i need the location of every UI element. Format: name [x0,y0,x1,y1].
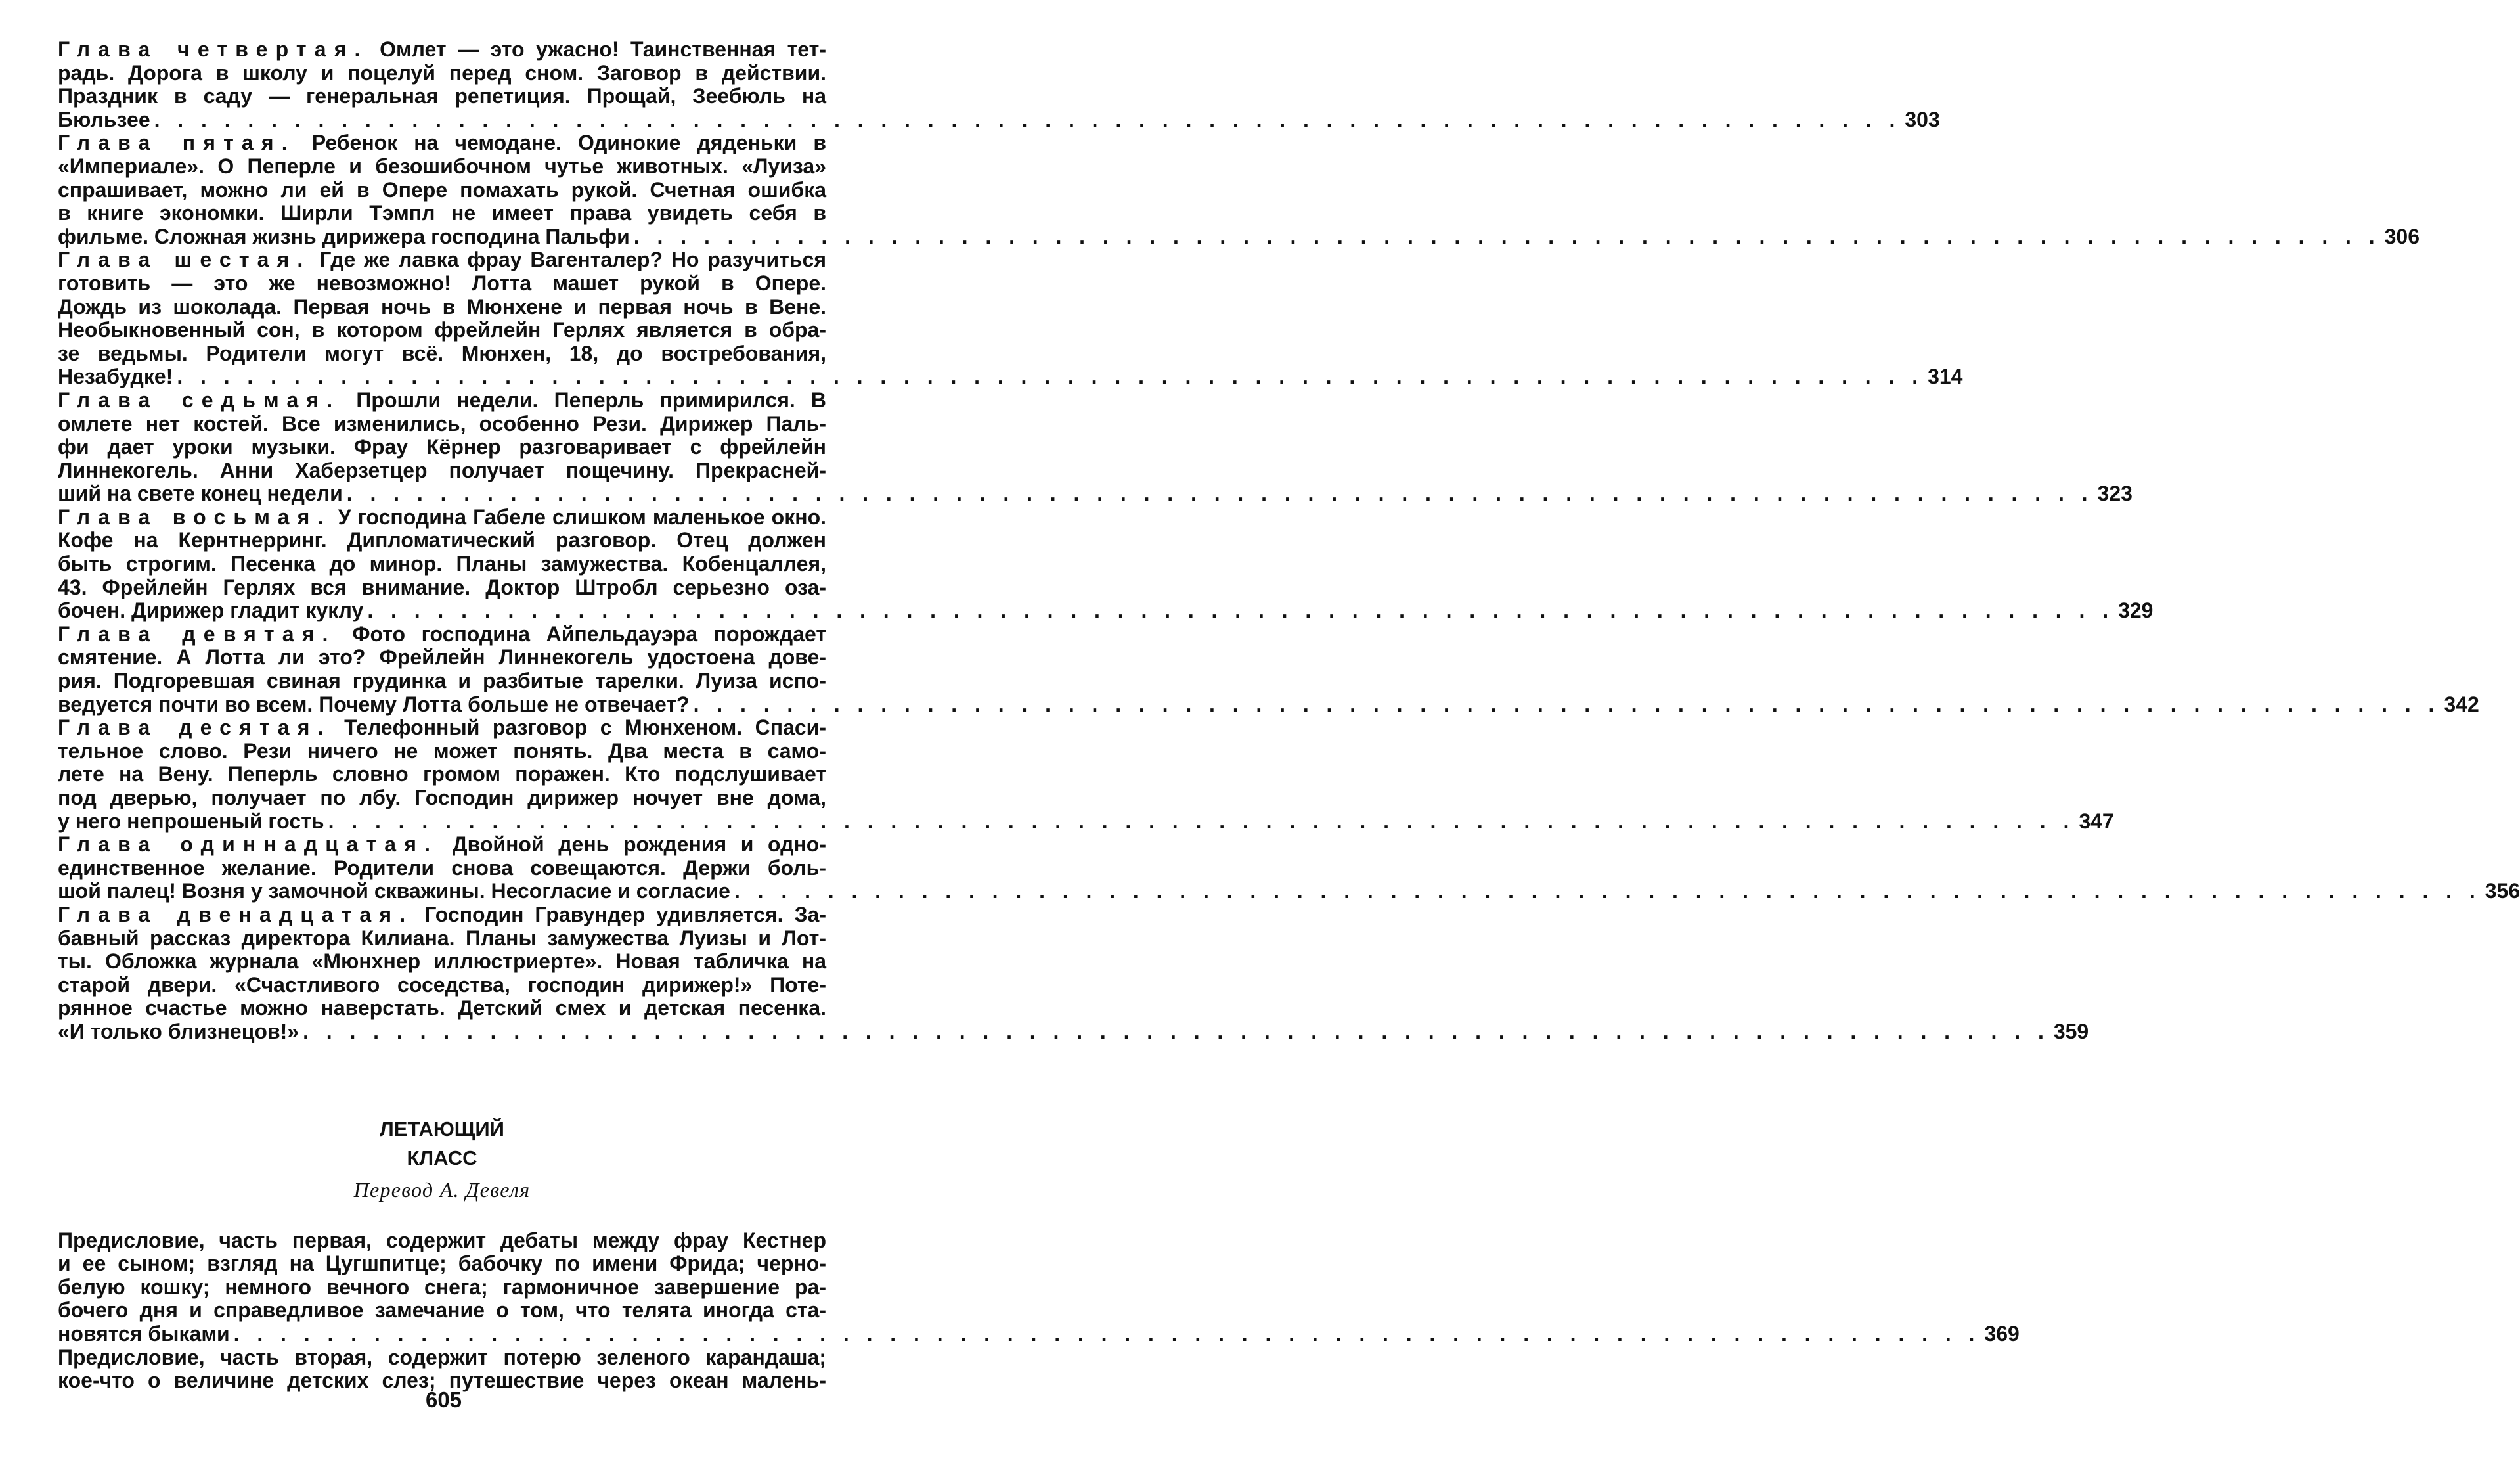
toc-entry-text: Ребенок на чемодане. Одинокие дяденьки в [311,131,827,155]
toc-page-number: 359 [2053,1019,2089,1043]
toc-entry-text: у него непрошеный гость [58,809,324,833]
toc-entry-line [58,131,826,155]
toc-page-number: 314 [1928,365,1963,389]
toc-entry-line [58,763,826,786]
toc-entry-line [58,342,826,366]
toc-entry-line [58,202,826,225]
toc-entry-text: под дверью, получает по лбу. Господин дирижер ночует вне дома, [58,786,826,809]
dot-leader: . . . . . . . . . . . . . . . . . . . . . . . . . . . . . . . . . . . . . . . . . . . . . . . . . . . . . . . . . . . . . . . . . . . . . . . . . . . [633,224,2381,248]
page [58,37,2520,1393]
toc-page-number: 369 [1984,1321,2020,1345]
toc-entry-line [58,903,826,927]
toc-entry-text: бочего дня и справедливое замечание о том, что телята иногда ста- [58,1298,826,1322]
toc-entry-text: зе ведьмы. Родители могут всё. Мюнхен, 18, до востребования, [58,341,826,365]
toc-entry-line [58,997,826,1020]
dot-leader: . . . . . . . . . . . . . . . . . . . . . . . . . . . . . . . . . . . . . . . . . . . . . . . . . . . . . . . . . . . . . . . . . . . . . . . . . . . [734,879,2481,903]
chapter-label: Глава десятая. [58,715,332,740]
toc-entry-text: лете на Вену. Пеперль словно громом поражен. Кто подслушивает [58,762,826,786]
toc-entry [58,1228,2020,1346]
toc-entry [58,715,2114,833]
toc-entry [58,131,2420,248]
toc-entry-text: Двойной день рождения и одно- [452,832,827,857]
toc-entry-text: У господина Габеле слишком маленькое окно. [338,505,827,529]
toc-entry-text: Дождь из шоколада. Первая ночь в Мюнхене и первая ночь в Вене. [58,294,826,319]
toc-entry-line [58,833,826,857]
toc-entry-line [58,459,826,483]
toc-entry-line [58,296,826,319]
toc-entry-last-line [58,482,2133,506]
toc-entry-line [58,1229,826,1253]
section-title-line-1: ЛЕТАЮЩИЙ [380,1117,504,1141]
toc-entry-line [58,740,826,763]
toc-entry-last-line [58,599,2154,623]
toc-entry-text: Господин Гравундер удивляется. За- [424,902,827,926]
toc-entry-line [58,436,826,459]
toc-entry-text: тельное слово. Рези ничего не может понять. Два места в само- [58,738,826,763]
toc-entry-line [58,389,826,413]
toc-page-number: 306 [2384,224,2420,248]
toc-entry-text: шой палец! Возня у замочной скважины. Несогласие и согласие [58,879,730,903]
toc-entry-text: белую кошку; немного вечного снега; гармоничное завершение ра- [58,1275,826,1299]
toc-page-number: 347 [2079,809,2114,833]
toc-entry-line [58,716,826,740]
toc-entry-last-line [58,692,2479,717]
toc-entry-line [58,1299,826,1322]
chapter-label: Глава четвертая. [58,37,368,61]
toc-entry-text: готовить — это же невозможно! Лотта машет рукой в Опере. [58,271,826,295]
toc-entry-line [58,1346,826,1370]
chapter-label: Глава одиннадцатая. [58,832,439,857]
toc-entry-text: Предисловие, часть вторая, содержит потерю зеленого карандаша; [58,1345,826,1369]
chapter-label: Глава седьмая. [58,388,341,412]
toc-entry-text: бавный рассказ директора Килиана. Планы замужества Луизы и Лот- [58,926,826,950]
toc-entry-line [58,950,826,974]
dot-leader: . . . . . . . . . . . . . . . . . . . . . . . . . . . . . . . . . . . . . . . . . . . . . . . . . . . . . . . . . . . . . . . . . . . . . . . . . . . [346,482,2094,506]
chapter-label: Глава восьмая. [58,505,332,529]
toc-entry-line [58,669,826,693]
page-number: 605 [425,1388,462,1412]
toc-entry-text: Необыкновенный сон, в котором фрейлейн Герлях является в обра- [58,318,826,342]
toc-entry-text: Кофе на Кернтнерринг. Дипломатический разговор. Отец должен [58,528,826,553]
toc-entry-text: кое-что о величине детских слез; путешествие через океан малень- [58,1368,826,1393]
toc-entry-text: Праздник в саду — генеральная репетиция. Прощай, Зеебюль на [58,84,826,108]
toc-entry-text: спрашивает, можно ли ей в Опере помахать рукой. Счетная ошибка [58,177,826,202]
toc-entry-line [58,857,826,880]
toc-entry-text: фи дает уроки музыки. Фрау Кёрнер разговаривает с фрейлейн [58,435,826,459]
toc-entry-text: радь. Дорога в школу и поцелуй перед сном. Заговор в действии. [58,60,826,85]
toc-entry-text: бочен. Дирижер гладит куклу [58,599,364,623]
dot-leader: . . . . . . . . . . . . . . . . . . . . . . . . . . . . . . . . . . . . . . . . . . . . . . . . . . . . . . . . . . . . . . . . . . . . . . . . . . . [154,107,1901,131]
chapter-label: Глава пятая. [58,131,296,155]
toc-entry-line [58,248,826,272]
toc-page-number: 342 [2444,692,2479,716]
toc-entry-line [58,974,826,997]
toc-entry-line [58,272,826,296]
toc-entry-text: Где же лавка фрау Вагенталер? Но разучиться [319,248,826,272]
toc-entry-text: в книге экономки. Ширли Тэмпл не имеет права увидеть себя в [58,201,826,225]
toc-entry-line [58,179,826,202]
toc-entry-line [58,927,826,951]
toc-entry-line [58,646,826,669]
toc-entry-line [58,413,826,436]
toc-entry [58,832,2520,903]
toc-entry [58,505,2154,623]
translator-credit: Перевод А. Девеля [353,1177,531,1202]
toc-entry-last-line [58,1019,2089,1044]
toc-entry-text: 43. Фрейлейн Герлях вся внимание. Доктор Штробл серьезно оза- [58,575,826,599]
toc-entry [58,248,1963,389]
toc-entry-text: ший на свете конец недели [58,482,343,506]
toc-entry-line [58,62,826,85]
toc-entry-text: новятся быками [58,1321,230,1345]
toc-entry-line [58,38,826,62]
table-of-contents-continued [58,1228,2020,1393]
toc-entry-line [58,1276,826,1300]
toc-entry-text: рянное счастье можно наверстать. Детский смех и детская песенка. [58,996,826,1020]
toc-entry-line [58,506,826,530]
chapter-label: Глава двенадцатая. [58,902,414,926]
dot-leader: . . . . . . . . . . . . . . . . . . . . . . . . . . . . . . . . . . . . . . . . . . . . . . . . . . . . . . . . . . . . . . . . . . . . . . . . . . . [367,599,2115,623]
toc-entry-text: «Империале». О Пеперле и безошибочном чутье животных. «Луиза» [58,154,826,178]
toc-entry-line [58,786,826,810]
toc-entry-text: «И только близнецов!» [58,1019,299,1043]
chapter-label: Глава девятая. [58,622,336,646]
chapter-label: Глава шестая. [58,248,311,272]
section-title-line-2: КЛАСС [407,1146,477,1169]
toc-entry [58,388,2133,506]
dot-leader: . . . . . . . . . . . . . . . . . . . . . . . . . . . . . . . . . . . . . . . . . . . . . . . . . . . . . . . . . . . . . . . . . . . . . . . . . . . [328,809,2075,833]
toc-entry-text: и ее сыном; взгляд на Цугшпитце; бабочку по имени Фрида; черно- [58,1252,826,1276]
toc-entry-line [58,319,826,342]
toc-page-number: 329 [2118,599,2154,623]
toc-entry [58,622,2479,716]
toc-entry-text: ведуется почти во всем. Почему Лотта больше не отвечает? [58,692,690,716]
dot-leader: . . . . . . . . . . . . . . . . . . . . . . . . . . . . . . . . . . . . . . . . . . . . . . . . . . . . . . . . . . . . . . . . . . . . . . . . . . . [233,1321,1981,1345]
toc-entry-text: единственное желание. Родители снова совещаются. Держи боль- [58,855,826,880]
toc-entry-line [58,85,826,108]
toc-entry-text: Линнекогель. Анни Хаберзетцер получает пощечину. Прекрасней- [58,458,826,482]
toc-entry-line [58,623,826,646]
toc-entry-text: ты. Обложка журнала «Мюнхнер иллюстриерте». Новая табличка на [58,949,826,974]
toc-page-number: 356 [2485,879,2520,903]
toc-entry [58,902,2089,1044]
toc-page-number: 303 [1905,107,1940,131]
table-of-contents [58,37,2520,1044]
toc-entry-last-line [58,107,1940,132]
dot-leader: . . . . . . . . . . . . . . . . . . . . . . . . . . . . . . . . . . . . . . . . . . . . . . . . . . . . . . . . . . . . . . . . . . . . . . . . . . . [177,365,1924,389]
toc-entry-text: старой двери. «Счастливого соседства, господин дирижер!» Поте- [58,972,826,997]
toc-entry [58,37,1940,131]
toc-entry-last-line [58,879,2520,903]
toc-entry-line [58,529,826,553]
toc-entry-text: фильме. Сложная жизнь дирижера господина Пальфи [58,224,630,248]
toc-entry-line [58,576,826,600]
toc-entry-line [58,553,826,576]
toc-entry-text: быть строгим. Песенка до минор. Планы замужества. Кобенцаллея, [58,552,826,576]
toc-entry [58,1346,826,1393]
toc-entry-line [58,155,826,179]
section-title [58,1115,826,1173]
dot-leader: . . . . . . . . . . . . . . . . . . . . . . . . . . . . . . . . . . . . . . . . . . . . . . . . . . . . . . . . . . . . . . . . . . . . . . . . . . . [303,1019,2050,1043]
toc-entry-last-line [58,809,2114,834]
toc-entry-last-line [58,1321,2020,1346]
toc-entry-last-line [58,365,1963,389]
toc-entry-text: Предисловие, часть первая, содержит дебаты между фрау Кестнер [58,1228,826,1252]
toc-entry-text: Фото господина Айпельдауэра порождает [352,622,827,646]
toc-entry-text: Омлет — это ужасно! Таинственная тет- [380,37,827,61]
dot-leader: . . . . . . . . . . . . . . . . . . . . . . . . . . . . . . . . . . . . . . . . . . . . . . . . . . . . . . . . . . . . . . . . . . . . . . . . . . . [693,692,2441,716]
toc-entry-last-line [58,224,2420,249]
toc-entry-text: Бюльзее [58,107,150,131]
toc-page-number: 323 [2097,482,2133,506]
toc-entry-text: Телефонный разговор с Мюнхеном. Спаси- [344,715,827,740]
toc-entry-line [58,1252,826,1276]
toc-entry-text: смятение. А Лотта ли это? Фрейлейн Линнекогель удостоена дове- [58,645,826,669]
toc-entry-text: омлете нет костей. Все изменились, особенно Рези. Дирижер Паль- [58,411,826,436]
toc-entry-text: Прошли недели. Пеперль примирился. В [356,388,826,412]
toc-entry-text: Незабудке! [58,365,173,389]
toc-entry-text: рия. Подгоревшая свиная грудинка и разбитые тарелки. Луиза испо- [58,669,826,693]
